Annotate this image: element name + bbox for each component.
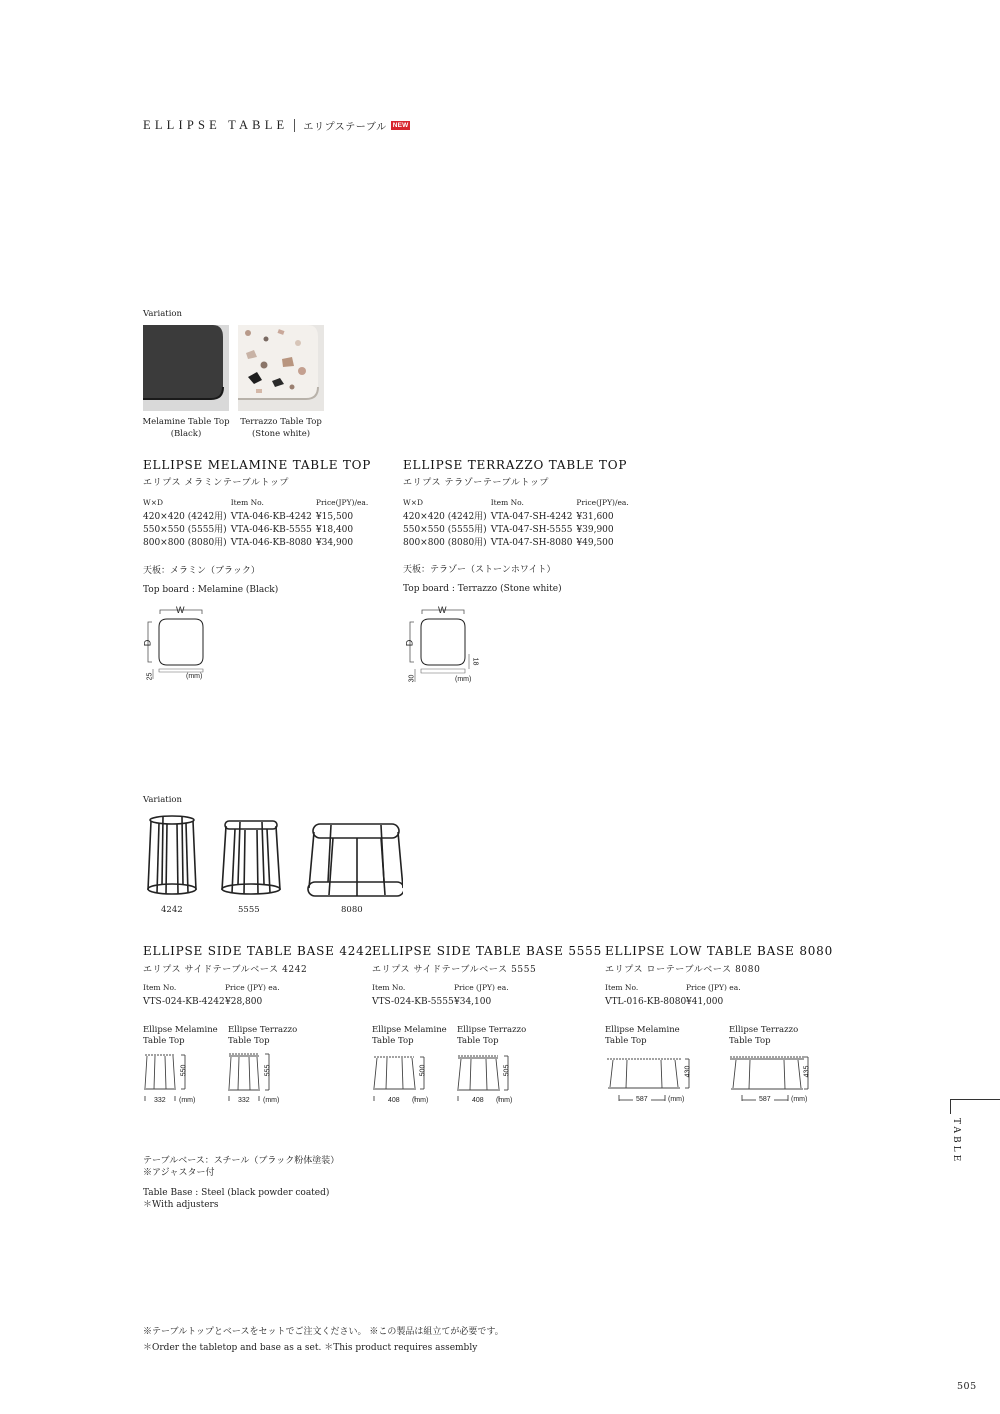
melamine-spec-table (143, 496, 372, 550)
melamine-top-subtitle: エリプス メラミンテーブルトップ (143, 478, 290, 488)
dim-thickness-label: 25 (146, 672, 154, 681)
melamine-top-title: ELLIPSE MELAMINE TABLE TOP (143, 458, 372, 472)
melamine-dimension-drawing (143, 606, 223, 686)
cell: ¥31,600 (576, 512, 614, 522)
cell: 550×550 (5555用) (403, 525, 487, 535)
col-label-terrazzo (729, 1025, 798, 1047)
side-tab-label: TABLE (951, 1118, 961, 1165)
label-line: Ellipse Melamine (605, 1025, 680, 1035)
label-line: Ellipse Melamine (372, 1025, 447, 1035)
item-no-value: VTS-024-KB-5555 (372, 997, 454, 1007)
dim-w-label: W (176, 605, 185, 615)
base-8080-title: ELLIPSE LOW TABLE BASE 8080 (605, 944, 834, 958)
header-title-jp: エリプステーブル (303, 122, 387, 133)
dim-edge-label: 18 (471, 657, 479, 666)
new-badge: NEW (392, 122, 409, 129)
page-header (143, 118, 410, 133)
col-header: Item No. (490, 498, 524, 507)
note-line: Table Base : Steel (black powder coated) (143, 1188, 330, 1198)
table-row (143, 511, 372, 524)
unit-label: (mm) (496, 1097, 513, 1104)
caption-line: Melamine Table Top (142, 417, 230, 427)
terrazzo-material-en: Top board : Terrazzo (Stone white) (403, 584, 562, 594)
note-line: テーブルベース：スチール（ブラック粉体塗装） (143, 1156, 340, 1166)
col-header: W×D (403, 498, 424, 507)
base-5555-subtitle: エリプス サイドテーブルベース 5555 (372, 965, 537, 975)
label-line: Table Top (372, 1036, 414, 1046)
cell: VTA-046-KB-4242 (230, 512, 312, 522)
elevation-4242-terrazzo (227, 1052, 307, 1110)
col-label-terrazzo (457, 1025, 526, 1047)
table-row (143, 537, 372, 550)
height-label: 430 (684, 1065, 692, 1078)
width-label: 408 (472, 1097, 484, 1104)
cell: ¥18,400 (315, 525, 354, 535)
width-label: 587 (636, 1096, 648, 1103)
col-label-melamine (143, 1025, 218, 1047)
base-variation-images (143, 812, 403, 902)
label-line: Ellipse Terrazzo (457, 1025, 527, 1035)
variant-label-5555: 5555 (238, 905, 260, 915)
item-no-header: Item No. (143, 983, 177, 992)
dim-unit-label: (mm) (186, 673, 203, 680)
label-line: Table Top (143, 1036, 185, 1046)
base-material-jp (143, 1155, 339, 1179)
item-no-header: Item No. (605, 983, 639, 992)
price-header: Price (JPY) ea. (686, 983, 741, 992)
cell: 420×420 (4242用) (143, 512, 227, 522)
tops-variation-label: Variation (143, 309, 183, 319)
unit-label: (mm) (263, 1097, 280, 1104)
width-label: 408 (388, 1097, 400, 1104)
terrazzo-swatch-image (238, 325, 324, 411)
price-value: ¥41,000 (686, 997, 724, 1007)
bases-variation-label: Variation (143, 795, 183, 805)
terrazzo-top-subtitle: エリプス テラゾーテーブルトップ (403, 478, 550, 488)
base-4242-title: ELLIPSE SIDE TABLE BASE 4242 (143, 944, 374, 958)
col-label-melamine (605, 1025, 680, 1047)
cell: VTA-047-SH-5555 (490, 525, 573, 535)
melamine-material-en: Top board : Melamine (Black) (143, 585, 279, 595)
col-header: W×D (143, 498, 164, 507)
elevation-5555-terrazzo (456, 1052, 536, 1110)
price-header: Price (JPY) ea. (225, 983, 280, 992)
footer-note-jp: ※テーブルトップとベースをセットでご注文ください。 ※この製品は組立てが必要です。 (143, 1327, 504, 1337)
cell: 420×420 (4242用) (403, 512, 487, 522)
cell: ¥15,500 (315, 512, 354, 522)
terrazzo-top-title: ELLIPSE TERRAZZO TABLE TOP (403, 458, 628, 472)
cell: ¥39,900 (576, 525, 614, 535)
table-row (403, 524, 633, 537)
melamine-swatch-image (143, 325, 229, 411)
cell: ¥34,900 (315, 538, 354, 548)
terrazzo-spec-table (403, 496, 633, 550)
height-label: 500 (419, 1064, 427, 1077)
label-line: Table Top (729, 1036, 771, 1046)
table-row (143, 524, 372, 537)
dim-thickness-label: 30 (408, 674, 416, 683)
elevation-8080-melamine (605, 1052, 715, 1112)
width-label: 332 (238, 1097, 250, 1104)
terrazzo-dimension-drawing (405, 606, 485, 688)
cell: VTA-046-KB-8080 (230, 538, 312, 548)
melamine-swatch-caption (136, 417, 236, 440)
variant-label-4242: 4242 (161, 905, 183, 915)
base-material-en (143, 1187, 329, 1211)
cell: VTA-046-KB-5555 (230, 525, 312, 535)
caption-line: Terrazzo Table Top (240, 417, 322, 427)
item-no-value: VTL-016-KB-8080 (605, 997, 687, 1007)
label-line: Ellipse Melamine (143, 1025, 218, 1035)
header-separator (294, 119, 295, 132)
dim-d-label: D (142, 639, 153, 647)
variant-label-8080: 8080 (341, 905, 363, 915)
cell: 800×800 (8080用) (143, 538, 227, 548)
terrazzo-swatch-caption (231, 417, 331, 440)
caption-line: (Stone white) (251, 428, 311, 439)
width-label: 587 (759, 1096, 771, 1103)
caption-line: (Black) (170, 428, 202, 439)
footer-note-en: ＊Order the tabletop and base as a set. ＊This product requires assembly (143, 1343, 478, 1353)
side-tab-bracket (950, 1099, 1000, 1114)
col-header: Item No. (230, 498, 264, 507)
cell: 800×800 (8080用) (403, 538, 487, 548)
width-label: 332 (154, 1097, 166, 1104)
price-header: Price (JPY) ea. (454, 983, 509, 992)
elevation-8080-terrazzo (728, 1052, 838, 1112)
terrazzo-material-jp: 天板：テラゾー（ストーンホワイト） (403, 565, 556, 575)
cell: VTA-047-SH-4242 (490, 512, 573, 522)
table-row (403, 511, 633, 524)
cell: VTA-047-SH-8080 (490, 538, 573, 548)
base-4242-subtitle: エリプス サイドテーブルベース 4242 (143, 965, 308, 975)
dim-w-label: W (438, 605, 447, 615)
item-no-value: VTS-024-KB-4242 (143, 997, 225, 1007)
price-value: ¥34,100 (454, 997, 492, 1007)
label-line: Table Top (457, 1036, 499, 1046)
elevation-5555-melamine (372, 1052, 452, 1110)
base-5555-title: ELLIPSE SIDE TABLE BASE 5555 (372, 944, 603, 958)
cell: 550×550 (5555用) (143, 525, 227, 535)
note-line: ※アジャスター付 (143, 1168, 215, 1178)
item-no-header: Item No. (372, 983, 406, 992)
col-header: Price(JPY)/ea. (576, 498, 629, 507)
label-line: Ellipse Terrazzo (228, 1025, 298, 1035)
base-8080-subtitle: エリプス ローテーブルベース 8080 (605, 965, 761, 975)
label-line: Table Top (605, 1036, 647, 1046)
dim-d-label: D (404, 639, 415, 647)
col-label-melamine (372, 1025, 447, 1047)
label-line: Table Top (228, 1036, 270, 1046)
cell: ¥49,500 (576, 538, 614, 548)
table-row (403, 537, 633, 550)
unit-label: (mm) (668, 1096, 685, 1103)
col-header: Price(JPY)/ea. (315, 498, 369, 507)
height-label: 435 (803, 1065, 811, 1078)
header-title-en: ELLIPSE TABLE (143, 118, 289, 132)
note-line: ＊With adjusters (143, 1200, 219, 1210)
label-line: Ellipse Terrazzo (729, 1025, 799, 1035)
elevation-4242-melamine (143, 1052, 223, 1110)
col-label-terrazzo (228, 1025, 297, 1047)
melamine-material-jp: 天板：メラミン（ブラック） (143, 566, 260, 576)
height-label: 505 (503, 1064, 511, 1077)
unit-label: (mm) (791, 1096, 808, 1103)
price-value: ¥28,800 (225, 997, 263, 1007)
unit-label: (mm) (412, 1097, 429, 1104)
height-label: 550 (180, 1064, 188, 1077)
dim-unit-label: (mm) (455, 676, 472, 683)
page-number: 505 (957, 1381, 977, 1392)
unit-label: (mm) (179, 1097, 196, 1104)
height-label: 555 (264, 1064, 272, 1077)
